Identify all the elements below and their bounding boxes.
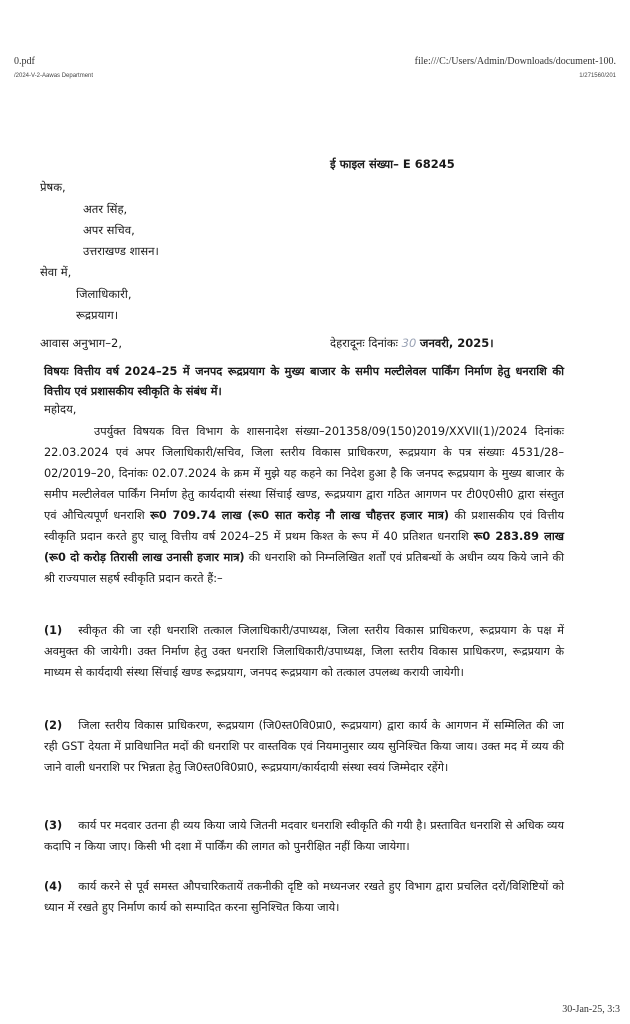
sender-label: प्रेषक, [40,180,66,194]
condition-4 [44,876,564,918]
condition-number: (3) [44,819,63,832]
condition-number: (1) [44,624,63,637]
date-rest: जनवरी, 2025। [419,336,494,350]
date-day-handwritten: 30 [401,336,417,350]
condition-text: जिला स्तरीय विकास प्राधिकरण, रूद्रप्रयाग (जि0स्त0वि0प्रा0, रूद्रप्रयाग) द्वारा कार्य के आगणन में सम्मिलित की जा रही GST देयता में प्राविधानित मदों की धनराशि पर वास्तविक एवं नियमानुसार व्यय सुनिश्चित किया जाय। उक्त मद में व्यय की जाने वाली धनराशि पर भिन्नता हेतु जि0स्त0वि0प्रा0, रूद्रप्रयाग/कार्यदायी संस्था स्वयं जिम्मेदार रहेंगे। [44,719,564,774]
condition-3 [44,815,564,857]
condition-text: स्वीकृत की जा रही धनराशि तत्काल जिलाधिकारी/उपाध्यक्ष, जिला स्तरीय विकास प्राधिकरण, रूद्रप्रयाग के पक्ष में अवमुक्त की जायेगी। उक्त निर्माण हेतु उक्त धनराशि जिलाधिकारी/उपाध्यक्ष, जिला स्तरीय विकास प्राधिकरण, रूद्रप्रयाग के माध्यम से कार्यदायी संस्था सिंचाई खण्ड रूद्रप्रयाग, जनपद रूद्रप्रयाग को तत्काल उपलब्ध करायी जायेगी। [44,624,564,679]
body-part-3: की धनराशि को निम्नलिखित शर्तों एवं प्रतिबन्धों के अधीन व्यय किये जाने की श्री राज्यपाल सहर्ष स्वीकृति प्रदान करते हैं:– [44,551,564,585]
section-name: आवास अनुभाग–2, [40,336,122,350]
print-file-url: file:///C:/Users/Admin/Downloads/document-100. [414,56,616,67]
sender-designation: अपर सचिव, [83,223,135,237]
date-prefix: देहरादूनः दिनांकः [330,336,398,350]
body-paragraph [44,421,564,589]
print-left-subheader: /2024-V-2-Aawas Department [14,73,94,79]
condition-text: कार्य करने से पूर्व समस्त औपचारिकतायें तकनीकी दृष्टि को मध्यनजर रखते हुए विभाग द्वारा प्रचलित दरों/विशिष्टियों को ध्यान में रखते हुए निर्माण कार्य को सम्पादित करना सुनिश्चित किया जाये। [44,880,564,914]
letter-date [330,334,494,353]
print-timestamp: 30-Jan-25, 3:3 [562,1004,620,1015]
body-part-2: की प्रशासकीय एवं वित्तीय स्वीकृति प्रदान करते हुए चालू वित्तीय वर्ष 2024–25 में प्रथम किश्त के रूप में 40 प्रतिशत धनराशि [44,509,565,543]
to-label: सेवा में, [40,265,72,279]
body-amount-first-installment: रू0 283.89 लाख (रू0 दो करोड़ तिरासी लाख उनासी हजार मात्र) [44,530,564,564]
sender-office: उत्तराखण्ड शासन। [83,244,159,258]
condition-text: कार्य पर मदवार उतना ही व्यय किया जाये जितनी मदवार धनराशि स्वीकृति की गयी है। प्रस्तावित धनराशि से अधिक व्यय कदापि न किया जाए। किसी भी दशा में पार्किंग की लागत को पुनरीक्षित नहीं किया जायेगा। [44,819,564,853]
e-file-number-line [330,155,455,174]
condition-number: (4) [44,880,63,893]
salutation: महोदय, [44,402,77,416]
print-right-subheader: 1/271560/201 [579,73,616,79]
subject: विषयः वित्तीय वर्ष 2024–25 में जनपद रूद्रप्रयाग के मुख्य बाजार के समीप मल्टीलेवल पार्किंग निर्माण हेतु धनराशि की वित्तीय एवं प्रशासकीय स्वीकृति के संबंध में। [44,365,564,398]
body-part-1: उपर्युक्त विषयक वित्त विभाग के शासनादेश संख्या–201358/09(150)2019/XXVII(1)/2024 दिनांकः 22.03.2024 एवं अपर जिलाधिकारी/सचिव, जिला स्तरीय विकास प्राधिकरण, रूद्रप्रयाग के पत्र संख्याः 4531/28–02/2019–20, दिनांकः 02.07.2024 के क्रम में मुझे यह कहने का निदेश हुआ है कि जनपद रूद्रप्रयाग के मुख्य बाजार के समीप मल्टीलेवल पार्किंग निर्माण हेतु कार्यदायी संस्था सिंचाई खण्ड, रूद्रप्रयाग द्वारा गठित आगणन पर टी0ए0सी0 द्वारा संस्तुत एवं औचित्यपूर्ण धनराशि [44,425,564,522]
print-file-name: 0.pdf [14,56,35,67]
e-file-number: E 68245 [402,157,455,171]
body-amount-sanctioned: रू0 709.74 लाख (रू0 सात करोड़ नौ लाख चौहत्तर हजार मात्र) [150,509,450,522]
condition-number: (2) [44,719,63,732]
recipient-place: रूद्रप्रयाग। [76,308,119,322]
recipient-designation: जिलाधिकारी, [76,287,132,301]
condition-1 [44,620,564,683]
e-file-label: ई फाइल संख्या– [330,157,399,171]
condition-2 [44,715,564,778]
sender-name: अतर सिंह, [83,202,128,216]
